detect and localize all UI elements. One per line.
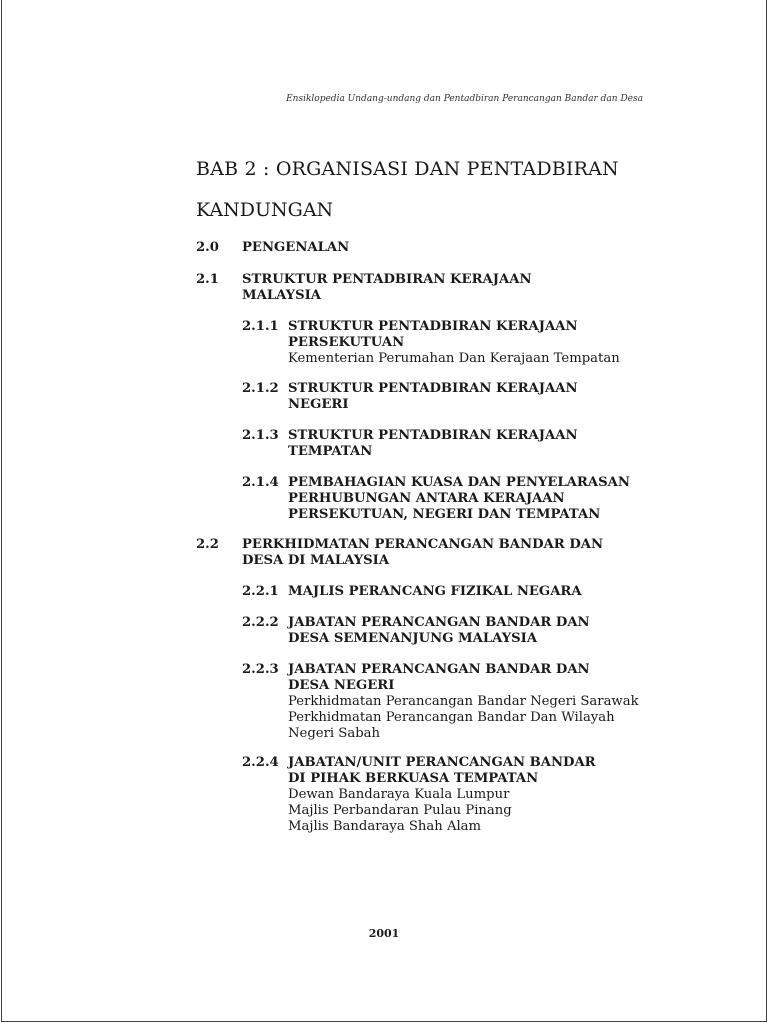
- contents-title: KANDUNGAN: [196, 199, 334, 221]
- toc-heading-line: PERHUBUNGAN ANTARA KERAJAAN: [288, 491, 565, 506]
- toc-number: 2.0: [196, 240, 219, 255]
- toc-heading-line: PERKHIDMATAN PERANCANGAN BANDAR DAN: [242, 537, 604, 552]
- toc-heading-line: JABATAN/UNIT PERANCANGAN BANDAR: [288, 755, 596, 770]
- toc-number: 2.1.3: [242, 428, 279, 443]
- toc-heading-line: JABATAN PERANCANGAN BANDAR DAN: [288, 662, 590, 677]
- toc-heading-line: DESA NEGERI: [288, 678, 395, 693]
- toc-subitem: Kementerian Perumahan Dan Kerajaan Tempatan: [288, 351, 620, 366]
- toc-subitem: Perkhidmatan Perancangan Bandar Dan Wilayah: [288, 710, 615, 725]
- toc-heading-line: NEGERI: [288, 397, 349, 412]
- toc-subitem: Majlis Perbandaran Pulau Pinang: [288, 803, 512, 818]
- toc-number: 2.2: [196, 537, 219, 552]
- toc-heading-line: STRUKTUR PENTADBIRAN KERAJAAN: [288, 428, 578, 443]
- toc-heading-line: TEMPATAN: [288, 444, 373, 459]
- toc-number: 2.2.2: [242, 615, 279, 630]
- toc-heading-line: PEMBAHAGIAN KUASA DAN PENYELARASAN: [288, 475, 630, 490]
- toc-heading-line: PENGENALAN: [242, 240, 350, 255]
- toc-heading-line: STRUKTUR PENTADBIRAN KERAJAAN: [242, 272, 532, 287]
- toc-subitem: Dewan Bandaraya Kuala Lumpur: [288, 787, 510, 802]
- toc-subitem: Perkhidmatan Perancangan Bandar Negeri Sarawak: [288, 694, 639, 709]
- toc-subitem: Majlis Bandaraya Shah Alam: [288, 819, 482, 834]
- toc-heading-line: PERSEKUTUAN, NEGERI DAN TEMPATAN: [288, 507, 601, 522]
- toc-number: 2.1.1: [242, 319, 279, 334]
- toc-number: 2.2.1: [242, 584, 279, 599]
- toc-number: 2.1.4: [242, 475, 279, 490]
- toc-subitem: Negeri Sabah: [288, 726, 380, 741]
- toc-heading-line: DESA DI MALAYSIA: [242, 553, 390, 568]
- toc-heading-line: STRUKTUR PENTADBIRAN KERAJAAN: [288, 319, 578, 334]
- chapter-title: BAB 2 : ORGANISASI DAN PENTADBIRAN: [196, 158, 619, 180]
- toc-heading-line: MALAYSIA: [242, 288, 322, 303]
- toc-number: 2.1.2: [242, 381, 279, 396]
- toc-heading-line: MAJLIS PERANCANG FIZIKAL NEGARA: [288, 584, 582, 599]
- running-head: Ensiklopedia Undang-undang dan Pentadbiran Perancangan Bandar dan Desa: [286, 94, 643, 104]
- toc-heading-line: DESA SEMENANJUNG MALAYSIA: [288, 631, 538, 646]
- toc-number: 2.2.3: [242, 662, 279, 677]
- toc-number: 2.1: [196, 272, 219, 287]
- toc-heading-line: JABATAN PERANCANGAN BANDAR DAN: [288, 615, 590, 630]
- toc-heading-line: PERSEKUTUAN: [288, 335, 405, 350]
- toc-heading-line: STRUKTUR PENTADBIRAN KERAJAAN: [288, 381, 578, 396]
- footer-year: 2001: [368, 927, 400, 940]
- toc-heading-line: DI PIHAK BERKUASA TEMPATAN: [288, 771, 539, 786]
- toc-number: 2.2.4: [242, 755, 279, 770]
